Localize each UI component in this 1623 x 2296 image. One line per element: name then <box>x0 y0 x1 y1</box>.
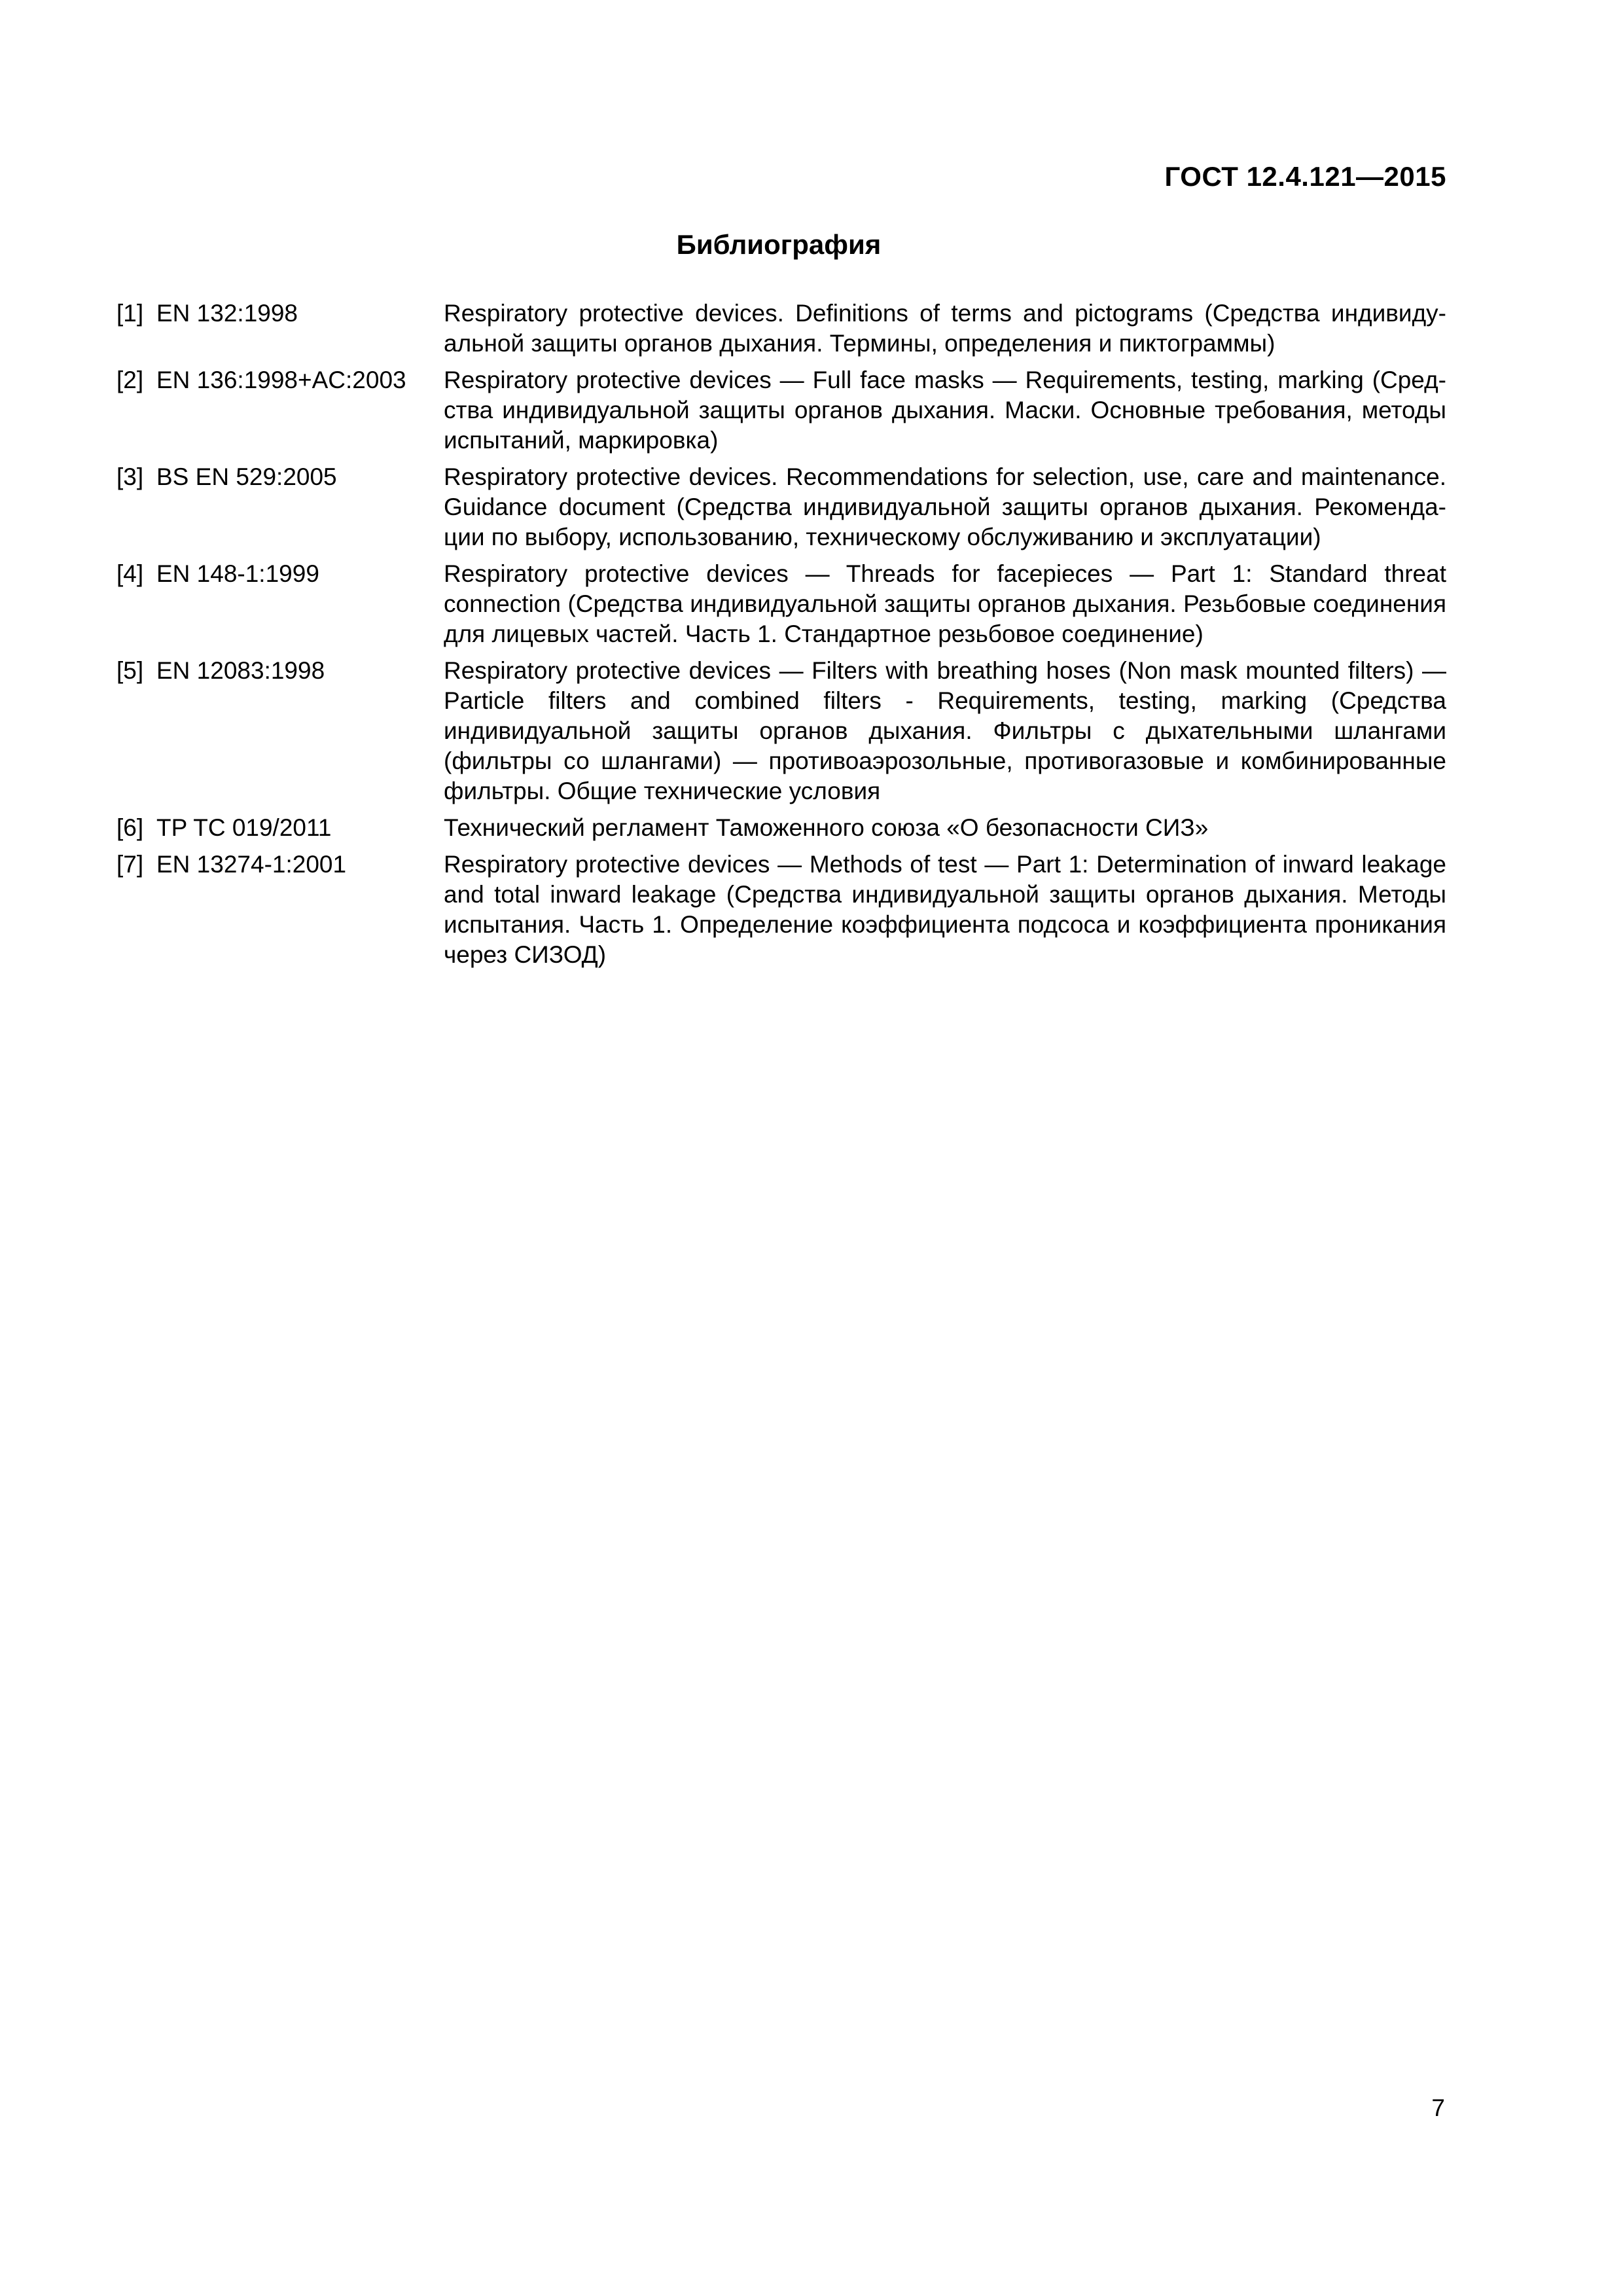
bibliography-number: [7] <box>116 851 144 878</box>
bibliography-entry-4 <box>116 559 1446 649</box>
bibliography-entry-1 <box>116 298 1446 359</box>
bibliography-code: EN 136:1998+AC:2003 <box>156 367 406 393</box>
bibliography-description: Respiratory protective devices — Threads for facepieces — Part 1: Standard threat connection (Средства индивидуальной защиты органов дыхания. Резьбовые соединения для лицевых частей. Часть 1. Стандартное резьбовое соединение) <box>444 560 1446 647</box>
bibliography-number: [5] <box>116 657 144 684</box>
bibliography-number: [4] <box>116 560 144 587</box>
bibliography-number: [1] <box>116 300 144 327</box>
bibliography-description: Respiratory protective devices — Methods of test — Part 1: Determination of inward leakage and total inward leakage (Средства индивидуальной защиты органов дыхания. Методы испытания. Часть 1. Определение коэффициента подсоса и коэффициента проникания через СИЗОД) <box>444 851 1446 968</box>
bibliography-description: Respiratory protective devices — Filters with breathing hoses (Non mask mounted filters) — Particle filters and combined filters - Requirements, testing, marking (Средства индивидуальной защиты органов дыхания. Фильтры с дыхательными шлангами (фильтры со шлангами) — противоаэрозольные, противогазовые и комбинированные фильтры. Общие технические условия <box>444 657 1446 804</box>
bibliography-reference <box>116 559 444 649</box>
bibliography-number: [2] <box>116 367 144 393</box>
bibliography-code: EN 148-1:1999 <box>156 560 319 587</box>
bibliography-code: EN 12083:1998 <box>156 657 325 684</box>
bibliography-reference <box>116 365 444 456</box>
bibliography-reference <box>116 850 444 970</box>
bibliography-entry-5 <box>116 656 1446 806</box>
bibliography-number: [6] <box>116 814 144 841</box>
bibliography-reference <box>116 462 444 552</box>
section-title: Библиография <box>676 229 882 260</box>
bibliography-description: Respiratory protective devices — Full face masks — Requirements, testing, marking (Средства индивидуальной защиты органов дыхания. Маски. Основные требования, методы испытаний, маркировка) <box>444 367 1446 454</box>
document-standard-id: ГОСТ 12.4.121—2015 <box>1164 161 1446 192</box>
bibliography-code: EN 13274-1:2001 <box>156 851 347 878</box>
bibliography-description: Respiratory protective devices. Recommendations for selection, use, care and maintenance. Guidance document (Средства индивидуальной защиты органов дыхания. Рекомендации по выбору, использованию, техническому обслуживанию и эксплуатации) <box>444 463 1446 550</box>
bibliography-reference <box>116 298 444 359</box>
bibliography-code: TP TC 019/2011 <box>156 814 332 841</box>
bibliography-list <box>116 298 1446 977</box>
bibliography-entry-3 <box>116 462 1446 552</box>
bibliography-code: BS EN 529:2005 <box>156 463 337 490</box>
bibliography-reference <box>116 813 444 843</box>
bibliography-entry-7 <box>116 850 1446 970</box>
page-number: 7 <box>1431 2094 1445 2121</box>
bibliography-reference <box>116 656 444 806</box>
bibliography-entry-6 <box>116 813 1446 843</box>
bibliography-number: [3] <box>116 463 144 490</box>
bibliography-description: Respiratory protective devices. Definitions of terms and pictograms (Средства индивидуальной защиты органов дыхания. Термины, определения и пиктограммы) <box>444 300 1446 357</box>
bibliography-code: EN 132:1998 <box>156 300 298 327</box>
bibliography-entry-2 <box>116 365 1446 456</box>
bibliography-description: Технический регламент Таможенного союза «О безопасности СИЗ» <box>444 814 1209 841</box>
